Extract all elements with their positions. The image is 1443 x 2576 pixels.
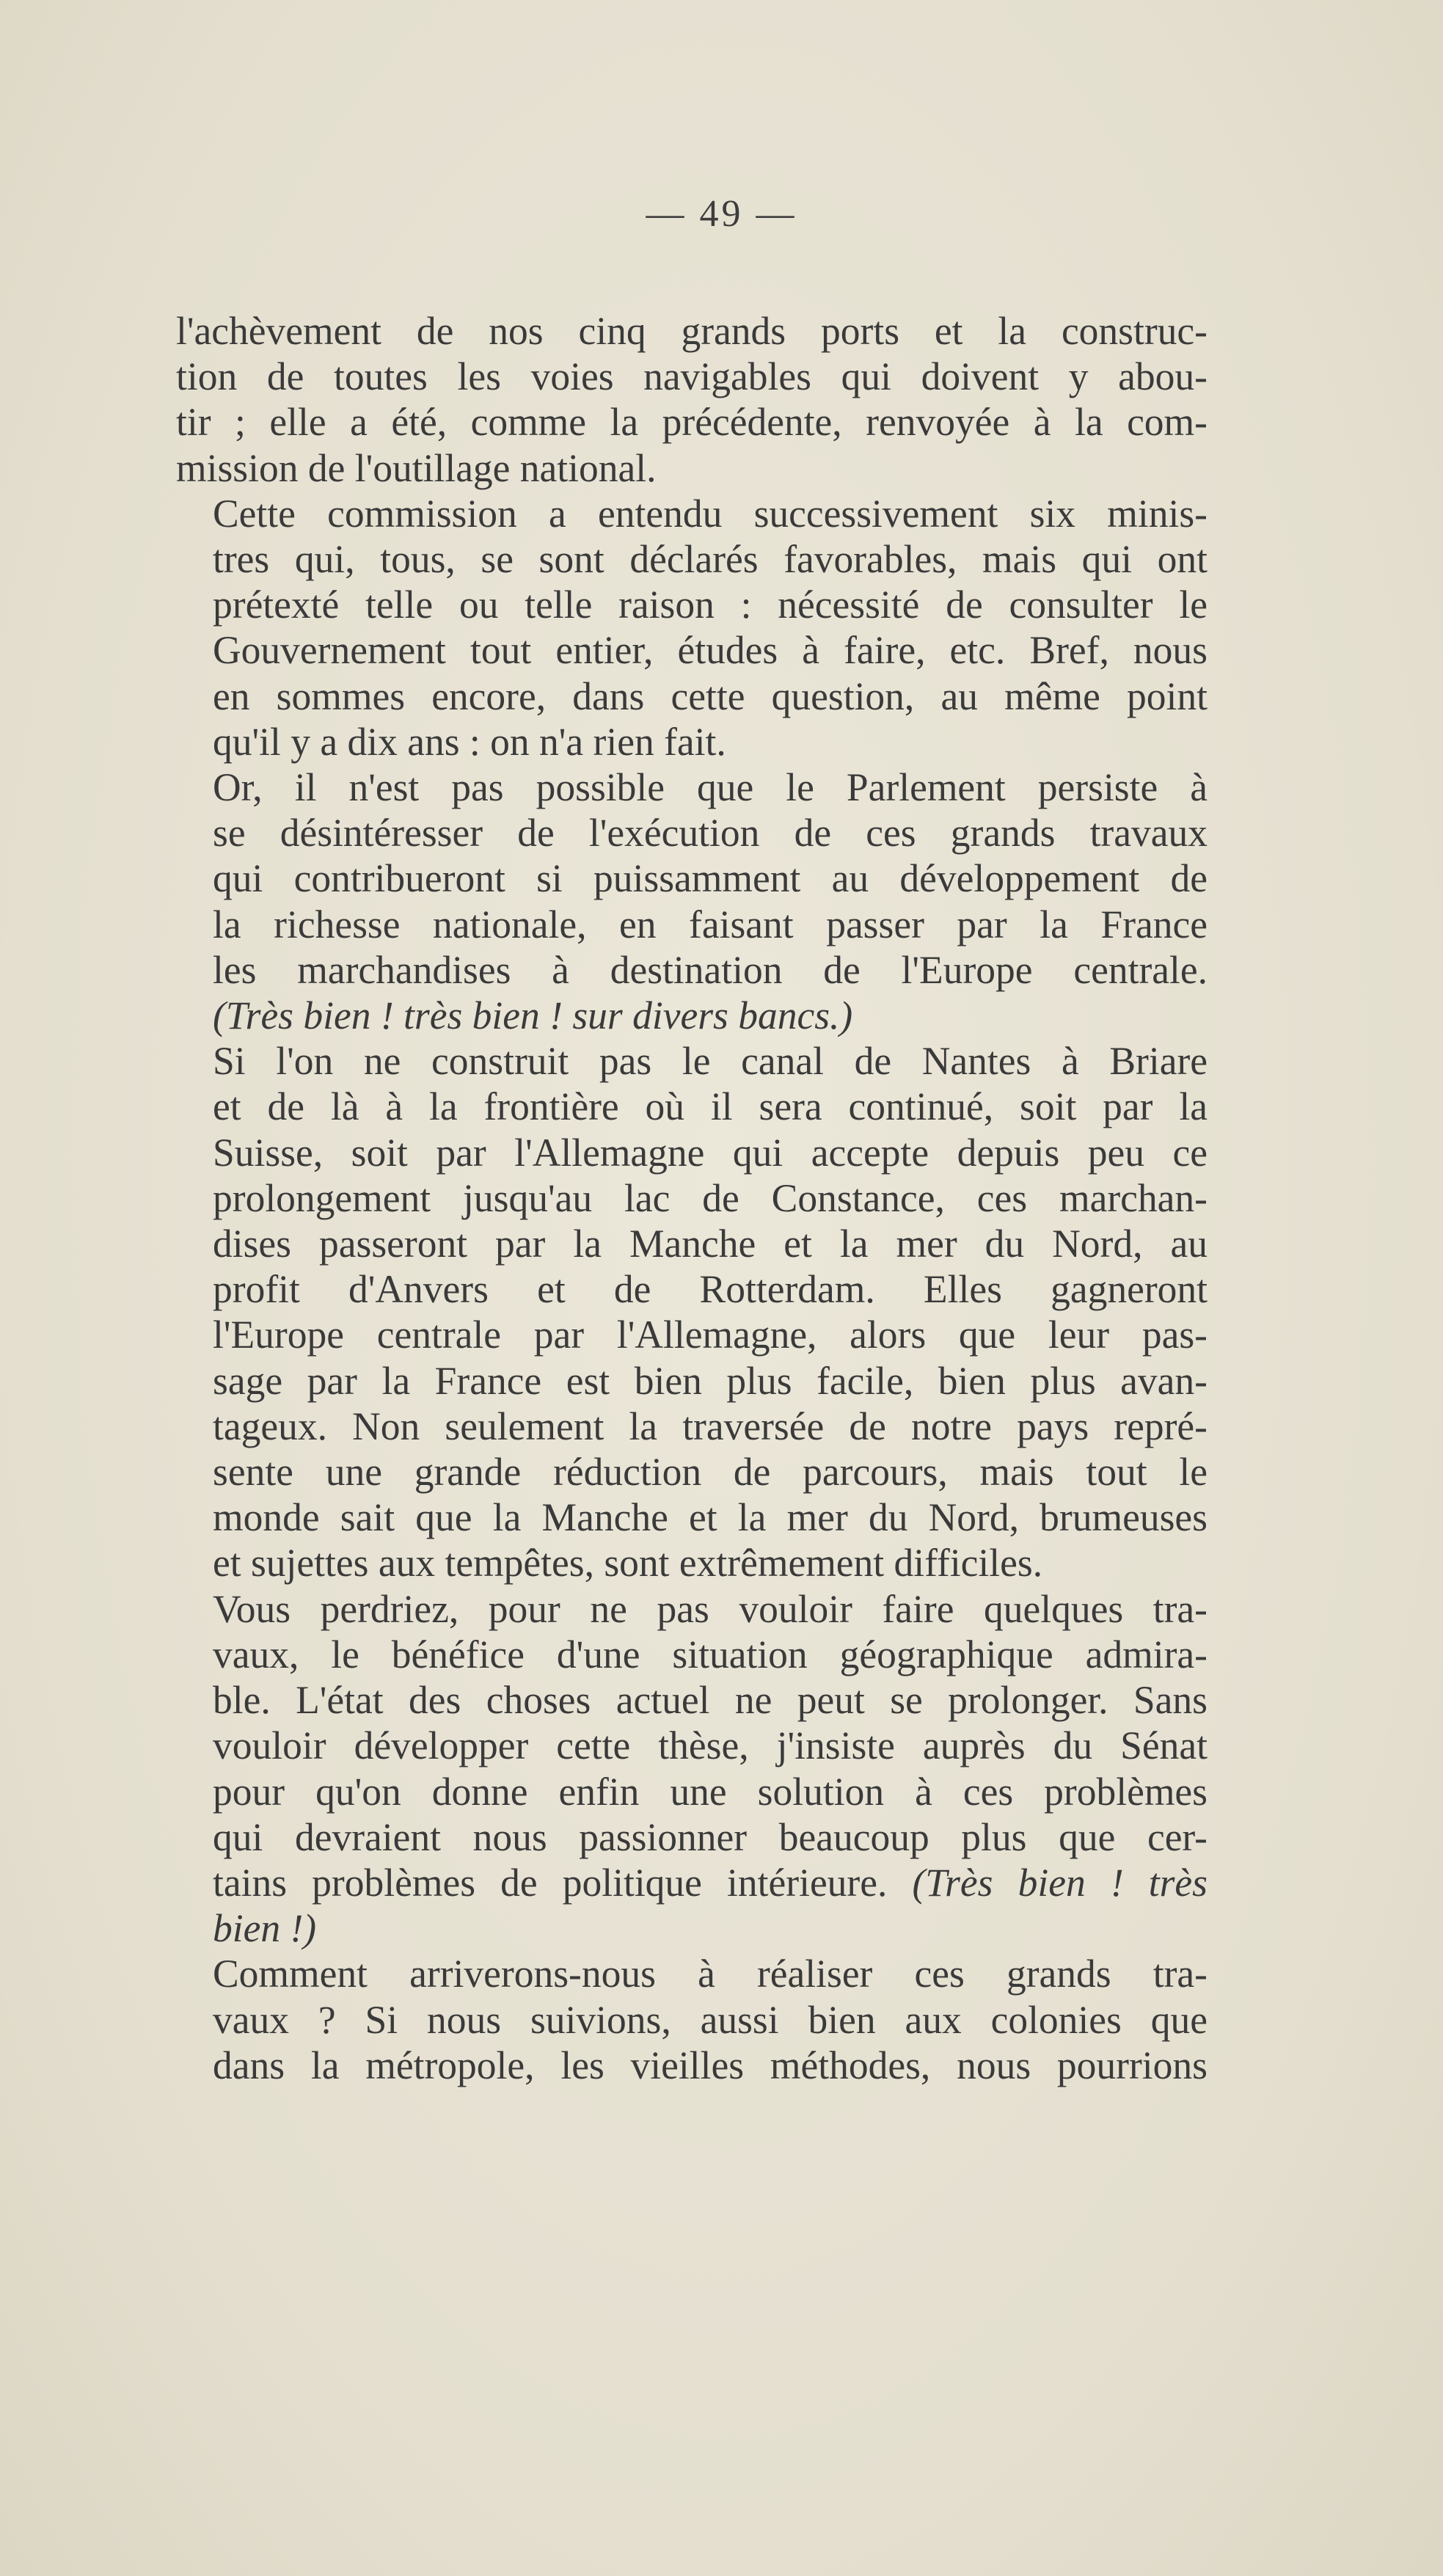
- text-line: qui devraient nous passionner beaucoup plus que cer-: [213, 1814, 1208, 1859]
- text-line: qu'il y a dix ans : on n'a rien fait.: [213, 719, 726, 764]
- text-line: la richesse nationale, en faisant passer par la France: [213, 902, 1208, 946]
- text-line: Gouvernement tout entier, études à faire, etc. Bref, nous: [213, 628, 1208, 673]
- paragraph: [176, 1951, 1208, 2088]
- text-line: et de là à la frontière où il sera continué, soit par la: [213, 1084, 1208, 1129]
- applause-text: (Très bien ! très bien ! sur divers bancs.): [213, 993, 853, 1038]
- text-line: qui contribueront si puissamment au développement de: [213, 856, 1208, 901]
- text-line: tageux. Non seulement la traversée de notre pays repré-: [213, 1404, 1208, 1448]
- paragraph: [176, 1586, 1208, 1952]
- text-line: l'achèvement de nos cinq grands ports et la construc-: [176, 309, 1208, 353]
- text-line: Vous perdriez, pour ne pas vouloir faire quelques tra-: [213, 1586, 1208, 1631]
- text-line: vaux ? Si nous suivions, aussi bien aux colonies que: [213, 1997, 1208, 2042]
- text-line: tion de toutes les voies navigables qui doivent y abou-: [176, 354, 1208, 399]
- applause-note: [176, 993, 1208, 1038]
- applause-text: (Très bien ! très: [912, 1860, 1208, 1905]
- text-line: monde sait que la Manche et la mer du Nord, brumeuses: [213, 1495, 1208, 1540]
- text-line: dans la métropole, les vieilles méthodes, nous pourrions: [213, 2043, 1208, 2087]
- text-line: pour qu'on donne enfin une solution à ces problèmes: [213, 1769, 1208, 1814]
- text-line: vouloir développer cette thèse, j'insiste auprès du Sénat: [213, 1723, 1208, 1768]
- text-line: et sujettes aux tempêtes, sont extrêmement difficiles.: [213, 1541, 1043, 1586]
- text-line: Si l'on ne construit pas le canal de Nantes à Briare: [213, 1039, 1208, 1084]
- text-line: tir ; elle a été, comme la précédente, renvoyée à la com-: [176, 400, 1208, 445]
- text-fragment: tains problèmes de politique intérieure.: [213, 1860, 888, 1905]
- text-line: Or, il n'est pas possible que le Parlement persiste à: [213, 765, 1208, 810]
- text-line: vaux, le bénéfice d'une situation géographique admira-: [213, 1632, 1208, 1676]
- text-line: Comment arriverons-nous à réaliser ces grands tra-: [213, 1952, 1208, 1996]
- text-line: prolongement jusqu'au lac de Constance, ces marchan-: [213, 1175, 1208, 1220]
- text-line: mission de l'outillage national.: [176, 445, 657, 490]
- paragraph: [176, 765, 1208, 1038]
- paragraph: [176, 1038, 1208, 1586]
- text-line: Cette commission a entendu successivement six minis-: [213, 491, 1208, 536]
- paragraph: [176, 308, 1208, 491]
- applause-note: [176, 1905, 1208, 1951]
- text-line: les marchandises à destination de l'Europe centrale.: [213, 947, 1208, 992]
- text-line: sage par la France est bien plus facile, bien plus avan-: [213, 1358, 1208, 1403]
- text-line: en sommes encore, dans cette question, au même point: [213, 674, 1208, 718]
- body-text: [176, 308, 1208, 2088]
- text-line: prétexté telle ou telle raison : nécessité de consulter le: [213, 583, 1208, 627]
- text-line: profit d'Anvers et de Rotterdam. Elles gagneront: [213, 1267, 1208, 1312]
- text-line: sente une grande réduction de parcours, mais tout le: [213, 1450, 1208, 1495]
- text-line: ble. L'état des choses actuel ne peut se prolonger. Sans: [213, 1678, 1208, 1723]
- applause-text: bien !): [213, 1906, 317, 1951]
- text-line: [176, 1860, 1208, 1905]
- paragraph: [176, 491, 1208, 765]
- text-line: se désintéresser de l'exécution de ces grands travaux: [213, 811, 1208, 855]
- text-line: dises passeront par la Manche et la mer du Nord, au: [213, 1222, 1208, 1266]
- page-number: — 49 —: [646, 193, 797, 235]
- text-line: tres qui, tous, se sont déclarés favorables, mais qui ont: [213, 537, 1208, 582]
- text-line: l'Europe centrale par l'Allemagne, alors que leur pas-: [213, 1313, 1208, 1357]
- text-line: Suisse, soit par l'Allemagne qui accepte depuis peu ce: [213, 1130, 1208, 1175]
